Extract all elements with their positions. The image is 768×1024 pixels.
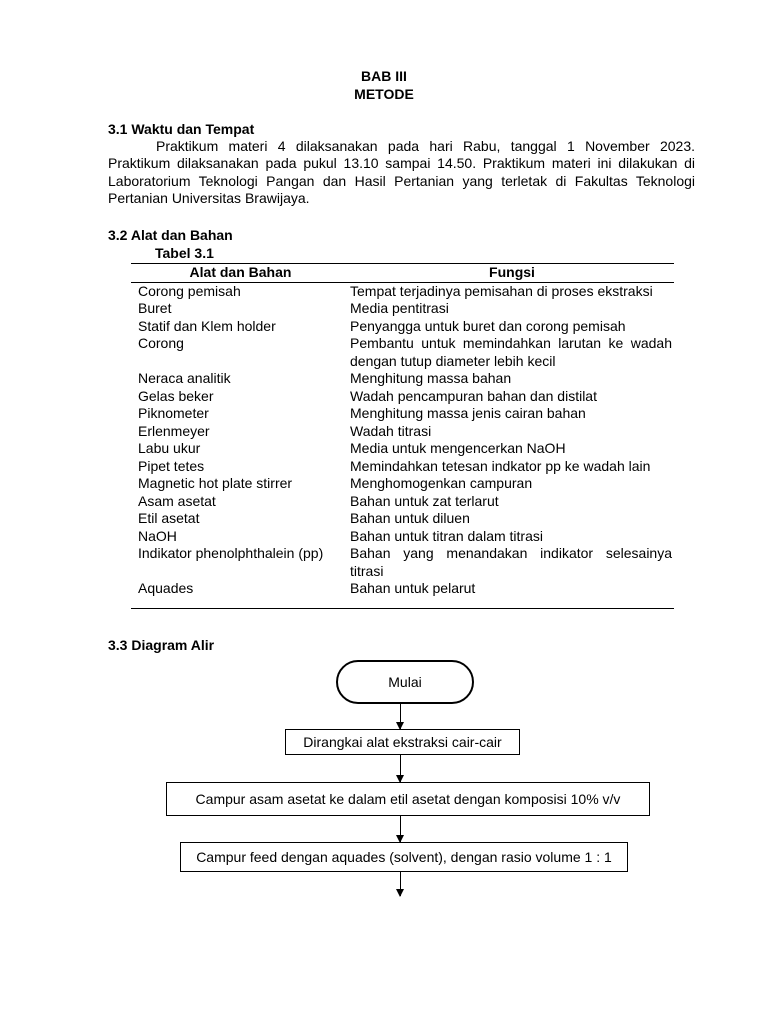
section-paragraph-waktu-tempat: Praktikum materi 4 dilaksanakan pada hari Rabu, tanggal 1 November 2023. Praktikum dilaksanakan pada pukul 13.10 sampai 14.50. Praktikum materi ini dilakukan di Laboratorium Teknologi Pangan dan Hasil Pertanian yang terletak di Fakultas Teknologi Pertanian Universitas Brawijaya. — [108, 138, 695, 207]
table-cell-alat: Erlenmeyer — [138, 422, 210, 439]
table-cell-fungsi: Bahan untuk zat terlarut — [350, 492, 499, 509]
table-caption: Tabel 3.1 — [155, 245, 214, 261]
flow-arrow-3 — [400, 815, 401, 842]
table-header-fungsi: Fungsi — [350, 264, 674, 283]
flow-arrow-2 — [400, 754, 401, 782]
flow-arrow-4 — [400, 871, 401, 896]
table-cell-fungsi: Pembantu untuk memindahkan larutan ke wadah dengan tutup diameter lebih kecil — [350, 335, 672, 369]
flow-arrow-1 — [400, 702, 401, 729]
table-cell-fungsi: Bahan untuk titran dalam titrasi — [350, 527, 543, 544]
table-cell-alat: Corong — [138, 335, 184, 351]
table-cell-alat: Asam asetat — [138, 492, 216, 509]
section-heading-waktu-tempat: 3.1 Waktu dan Tempat — [108, 121, 255, 137]
table-cell-alat: Aquades — [131, 580, 350, 608]
table-cell-fungsi: Menghomogenkan campuran — [350, 475, 533, 491]
section-heading-diagram-alir: 3.3 Diagram Alir — [108, 637, 215, 653]
table-cell-alat: Piknometer — [138, 405, 209, 421]
table-cell-alat: Buret — [138, 300, 172, 316]
flow-step-3-label: Campur feed dengan aquades (solvent), dengan rasio volume 1 : 1 — [196, 849, 612, 865]
table-cell-alat: Gelas beker — [138, 387, 214, 404]
flow-step-2 — [166, 782, 650, 816]
table-cell-fungsi: Menghitung massa jenis cairan bahan — [350, 405, 586, 421]
flow-step-1-label: Dirangkai alat ekstraksi cair-cair — [303, 734, 502, 750]
table-cell-fungsi: Penyangga untuk buret dan corong pemisah — [350, 317, 626, 334]
table-cell-alat: Corong pemisah — [138, 282, 241, 299]
table-cell-alat: Etil asetat — [138, 510, 200, 526]
chapter-number: BAB III — [361, 68, 407, 84]
table-cell-fungsi: Wadah pencampuran bahan dan distilat — [350, 387, 597, 404]
table-cell-fungsi: Tempat terjadinya pemisahan di proses ekstraksi — [350, 282, 653, 299]
section-heading-alat-bahan: 3.2 Alat dan Bahan — [108, 227, 233, 243]
table-cell-fungsi: Wadah titrasi — [350, 422, 432, 439]
table-cell-alat: Magnetic hot plate stirrer — [138, 475, 293, 491]
table-cell-fungsi: Bahan untuk diluen — [350, 510, 470, 526]
table-cell-fungsi: Bahan yang menandakan indikator selesainya titrasi — [350, 545, 672, 579]
flow-start-terminal — [336, 660, 474, 704]
flow-step-1 — [285, 729, 520, 755]
table-cell-alat: Indikator phenolphthalein (pp) — [138, 545, 324, 561]
table-cell-alat: Neraca analitik — [138, 370, 231, 386]
table-cell-alat: NaOH — [138, 527, 177, 544]
chapter-title: METODE — [354, 86, 414, 102]
flow-start-label: Mulai — [388, 674, 422, 690]
table-cell-fungsi: Memindahkan tetesan indkator pp ke wadah lain — [350, 457, 651, 474]
table-cell-fungsi: Media untuk mengencerkan NaOH — [350, 440, 566, 456]
table-header-alat: Alat dan Bahan — [131, 264, 350, 283]
table-cell-alat: Labu ukur — [138, 440, 201, 456]
table-cell-fungsi: Bahan untuk pelarut — [350, 580, 674, 608]
table-cell-alat: Pipet tetes — [138, 457, 205, 474]
table-cell-fungsi: Menghitung massa bahan — [350, 370, 512, 386]
table-cell-fungsi: Media pentitrasi — [350, 300, 449, 316]
table-cell-alat: Statif dan Klem holder — [138, 317, 276, 334]
flow-step-3 — [180, 842, 628, 872]
flow-step-2-label: Campur asam asetat ke dalam etil asetat dengan komposisi 10% v/v — [195, 791, 621, 807]
